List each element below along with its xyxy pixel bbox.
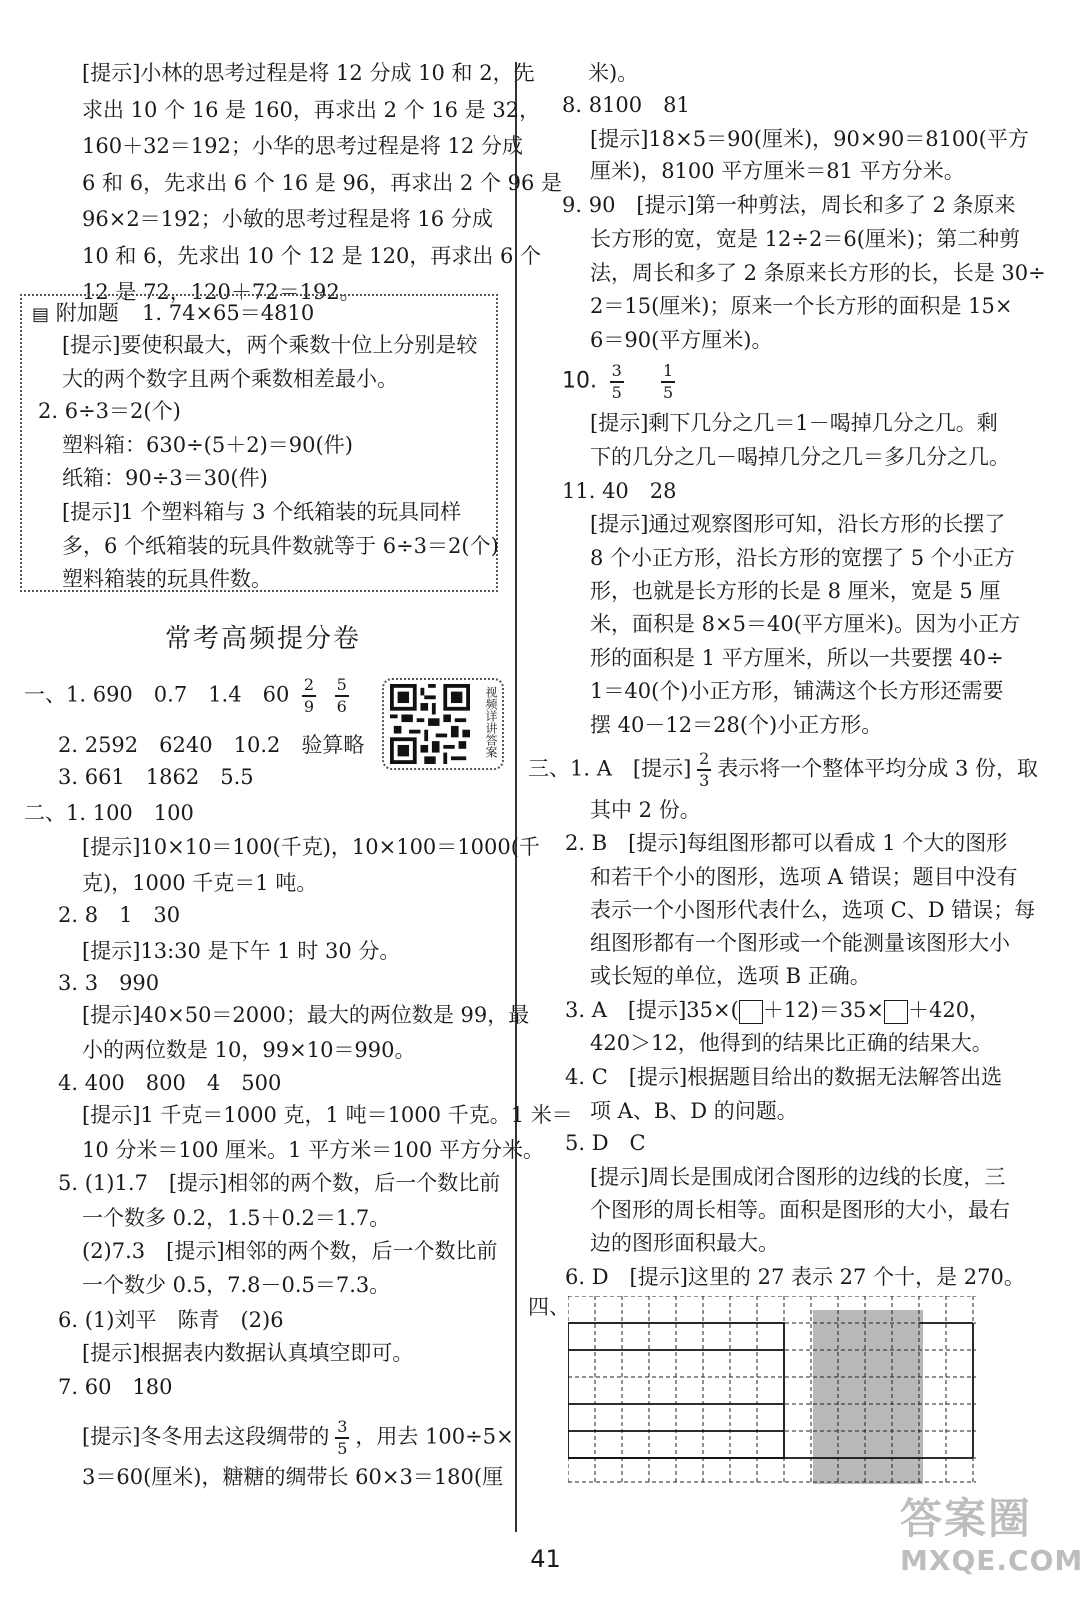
fraction-3-5 [610,362,624,402]
text-line: 160＋32＝192；小华的思考过程是将 12 分成 [82,134,523,158]
frac-den: 5 [662,382,674,402]
book-icon: ▤ [32,304,50,325]
answer-line: 10 分米＝100 厘米。1 平方米＝100 平方分米。 [82,1138,544,1162]
answer-line: 4. 400 800 4 500 [58,1071,282,1095]
extra-line: 1. 74×65＝4810 [142,301,315,325]
answer-line: [提示]1 千克＝1000 克，1 吨＝1000 千克。1 米＝ [82,1103,573,1127]
extra-line: 塑料箱装的玩具件数。 [62,567,272,591]
frac-den: 9 [303,696,315,716]
q3-c: ＋420， [908,998,991,1022]
fraction-3-5 [335,1418,349,1458]
answer-line: 形，也就是长方形的长是 8 厘米，宽是 5 厘 [590,579,1001,603]
fraction-5-6 [335,676,349,716]
answer-line: 一个数少 0.5，7.8－0.5＝7.3。 [82,1273,391,1297]
answer-line: 表示一个小图形代表什么，选项 C、D 错误；每 [590,898,1036,922]
answer-line: 5. (1)1.7 [提示]相邻的两个数，后一个数比前 [58,1171,501,1195]
answer-line: [提示]周长是围成闭合图形的边线的长度，三 [590,1165,1006,1189]
s3-q1-b: 表示将一个整体平均分成 3 份，取 [717,756,1038,781]
square-grid-figure [568,1296,976,1484]
text-line: 求出 10 个 16 是 160，再求出 2 个 16 是 32， [82,97,541,122]
frac-num: 2 [303,675,315,694]
fraction-2-9 [302,676,316,716]
answer-line: 2. B [提示]每组图形都可以看成 1 个大的图形 [565,831,1008,855]
extra-line: 多，6 个纸箱装的玩具件数就等于 6÷3＝2(个) [62,534,499,558]
answer-line: [提示]根据表内数据认真填空即可。 [82,1341,414,1365]
q10-label: 10. [562,368,597,394]
qr-code-icon [390,684,470,764]
answer-line: 厘米)，8100 平方厘米＝81 平方分米。 [590,159,965,183]
answer-line: 1＝40(个)小正方形，铺满这个长方形还需要 [590,679,1004,703]
answer-line: 其中 2 份。 [590,798,701,822]
frac-den: 5 [337,1438,348,1458]
q3-a: 3. A [提示]35×( [565,998,739,1022]
s3-q1-a: 三、1. A [提示] [528,756,692,781]
q10-line [562,362,681,402]
answer-line: 克)，1000 千克＝1 吨。 [82,871,318,895]
blank-box [739,1000,763,1024]
answer-line: 下的几分之几－喝掉几分之几＝多几分之几。 [590,445,1010,469]
extra-header [32,298,119,330]
answer-line: 4. C [提示]根据题目给出的数据无法解答出选 [565,1065,1003,1089]
answer-line: 7. 60 180 [58,1375,173,1399]
answer-line: 小的两位数是 10，99×10＝990。 [82,1038,416,1062]
fraction-1-5 [661,362,675,402]
answer-line: 2. 8 1 30 [58,903,181,927]
text-line: 6 和 6，先求出 6 个 16 是 96，再求出 2 个 96 是 [82,170,563,195]
answer-line: [提示]剩下几分之几＝1－喝掉几分之几。剩 [590,411,998,435]
q7-hint-a: [提示]冬冬用去这段绸带的 [82,1424,330,1449]
answer-line: 420＞12，他得到的结果比正确的结果大。 [590,1031,993,1055]
answer-line: 6. D [提示]这里的 27 表示 27 个十，是 270。 [565,1265,1025,1289]
answer-line: 2. 2592 6240 10.2 验算略 [58,733,365,757]
extra-line: [提示]1 个塑料箱与 3 个纸箱装的玩具同样 [62,500,462,524]
answer-line: 长方形的宽，宽是 12÷2＝6(厘米)；第二种剪 [590,227,1021,251]
qr-label: 视频详讲答案 [484,686,498,758]
frac-num: 5 [336,675,347,694]
section-title: 常考高频提分卷 [165,624,362,654]
text-line: 10 和 6，先求出 10 个 12 是 120，再求出 6 个 [82,243,542,268]
answer-line: 米)。 [588,61,639,85]
qr-code-panel[interactable] [382,678,504,770]
answer-line: 6＝90(平方厘米)。 [590,328,773,352]
answer-line: 11. 40 28 [562,479,677,503]
frac-num: 2 [699,749,710,768]
answer-line: 2＝15(厘米)；原来一个长方形的面积是 15× [590,294,1013,318]
answer-line: [提示]通过观察图形可知，沿长方形的长摆了 [590,512,1006,536]
answer-line: 一个数多 0.2，1.5＋0.2＝1.7。 [82,1206,391,1230]
watermark-logo: 答案圈 [900,1494,1033,1543]
q7-last-line: 3＝60(厘米)，糖糖的绸带长 60×3＝180(厘 [82,1465,504,1489]
answer-line: [提示]18×5＝90(厘米)，90×90＝8100(平方 [590,127,1029,151]
extra-line: 塑料箱：630÷(5＋2)＝90(件) [62,433,353,457]
answer-line: 8 个小正方形，沿长方形的宽摆了 5 个小正方 [590,546,1015,570]
q1-row1 [24,676,355,716]
grid-drawing [568,1296,976,1484]
answer-line: 摆 40－12＝28(个)小正方形。 [590,713,883,737]
frac-num: 3 [337,1417,348,1436]
frac-den: 5 [611,382,622,402]
q7-hint-b: ，用去 100÷5× [355,1424,514,1449]
text-line: 96×2＝192；小敏的思考过程是将 16 分成 [82,207,493,231]
answer-line: 项 A、B、D 的问题。 [590,1099,798,1123]
answer-line: 5. D C [565,1131,646,1155]
answer-line: 米，面积是 8×5＝40(平方厘米)。因为小正方 [590,612,1021,636]
extra-line: 纸箱：90÷3＝30(件) [62,466,268,490]
watermark-url: MXQE.COM [900,1544,1084,1577]
answer-line: 边的图形面积最大。 [590,1231,779,1255]
s4-label: 四、 [528,1295,570,1319]
answer-line: [提示]40×50＝2000；最大的两位数是 99，最 [82,1003,530,1027]
q1-row1-text: 一、1. 690 0.7 1.4 60 [24,682,290,707]
frac-num: 1 [662,361,674,380]
page-number: 41 [530,1545,561,1573]
extra-line: [提示]要使积最大，两个乘数十位上分别是较 [62,333,478,357]
q3-b: ＋12)＝35× [762,998,885,1022]
answer-line: 3. 3 990 [58,971,160,995]
answer-line: (2)7.3 [提示]相邻的两个数，后一个数比前 [82,1239,498,1263]
q7-hint-line [82,1418,514,1458]
frac-num: 3 [611,361,622,380]
extra-line: 大的两个数字且两个乘数相差最小。 [62,367,398,391]
fraction-2-3 [697,750,711,790]
s3-q1-line [528,750,1038,790]
frac-den: 3 [699,770,710,790]
answer-line: 和若干个小的图形，选项 A 错误；题目中没有 [590,865,1018,889]
answer-line: 8. 8100 81 [562,93,690,117]
extra-label: 附加题 [55,301,119,325]
answer-line: 3. 661 1862 5.5 [58,765,254,789]
answer-line: 9. 90 [提示]第一种剪法，周长和多了 2 条原来 [562,193,1016,217]
frac-den: 6 [336,696,347,716]
blank-box [884,1000,908,1024]
answer-line: [提示]13:30 是下午 1 时 30 分。 [82,939,401,963]
answer-line: 组图形都有一个图形或一个能测量该图形大小 [590,931,1010,955]
answer-line: 形的面积是 1 平方厘米，所以一共要摆 40÷ [590,646,1004,670]
q3-line [565,995,990,1025]
answer-line: 个图形的周长相等。面积是图形的大小，最右 [590,1198,1010,1222]
answer-line: 或长短的单位，选项 B 正确。 [590,964,871,988]
extra-line: 2. 6÷3＝2(个) [38,399,181,423]
text-line: 12 是 72，120＋72＝192。 [82,280,361,304]
watermark [900,1486,1084,1577]
text-line: [提示]小林的思考过程是将 12 分成 10 和 2，先 [82,61,535,85]
answer-line: 二、1. 100 100 [24,801,194,825]
column-divider [515,62,517,1532]
answer-line: 6. (1)刘平 陈青 (2)6 [58,1308,284,1332]
answer-line: [提示]10×10＝100(千克)，10×100＝1000(千 [82,835,540,859]
answer-line: 法，周长和多了 2 条原来长方形的长，长是 30÷ [590,261,1046,285]
